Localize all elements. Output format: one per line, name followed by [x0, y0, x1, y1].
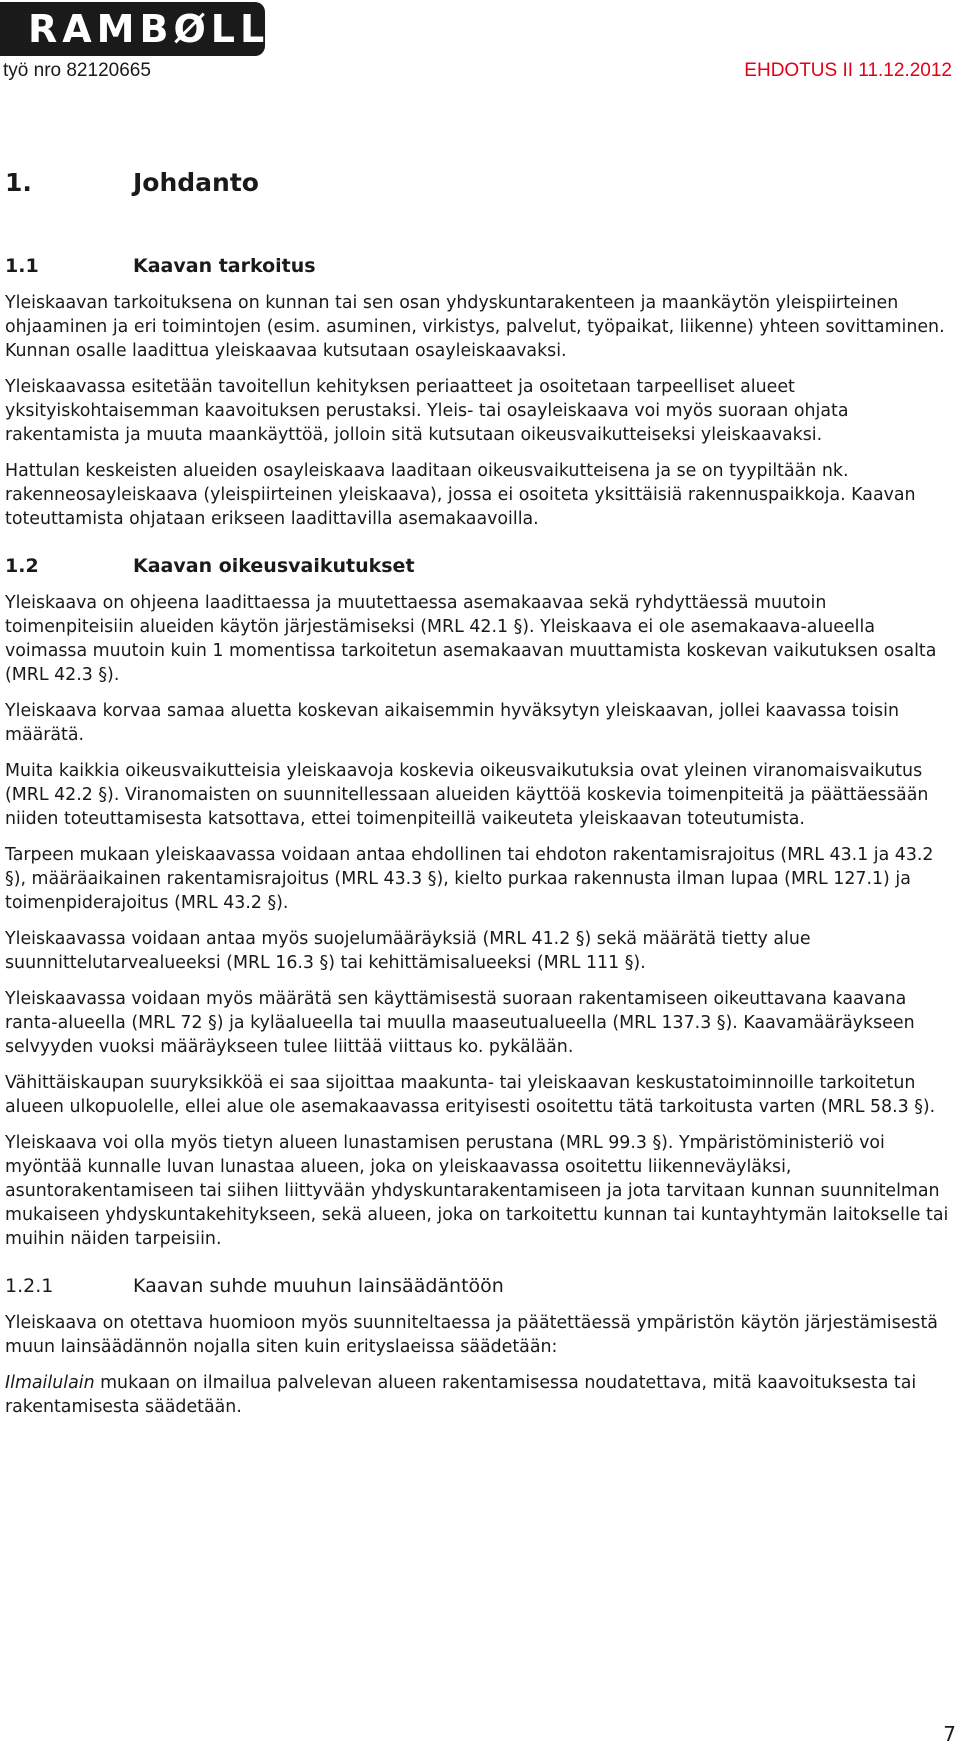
italic-law-name: Ilmailulain: [5, 1373, 95, 1393]
draft-label: EHDOTUS II 11.12.2012: [744, 60, 952, 81]
heading-title: Johdanto: [133, 168, 259, 197]
heading-1-1: [5, 255, 955, 277]
heading-1-2: [5, 555, 955, 577]
job-number: työ nro 82120665: [3, 60, 151, 81]
heading-title: Kaavan oikeusvaikutukset: [133, 555, 415, 577]
paragraph: Yleiskaava on ohjeena laadittaessa ja muutettaessa asemakaavaa sekä ryhdyttäessä muutoin toimenpiteisiin alueiden käytön järjestämiseksi (MRL 42.1 §). Yleiskaava ei ole asemakaava-alueella voimassa muutoin kuin 1 momentissa tarkoitetun asemakaavan muuttamista koskevan vaikutuksen osalta (MRL 42.3 §).: [5, 593, 937, 685]
paragraph: Tarpeen mukaan yleiskaavassa voidaan antaa ehdollinen tai ehdoton rakentamisrajoitus (MRL 43.1 ja 43.2 §), määräaikainen rakentamisrajoitus (MRL 43.3 §), kielto purkaa rakennusta ilman lupaa (MRL 127.1) ja toimenpiderajoitus (MRL 43.2 §).: [5, 845, 934, 913]
heading-1-2-1: [5, 1275, 955, 1297]
heading-number: 1.2: [5, 555, 39, 577]
heading-number: 1.1: [5, 255, 39, 277]
heading-title: Kaavan tarkoitus: [133, 255, 316, 277]
heading-title: Kaavan suhde muuhun lainsäädäntöön: [133, 1275, 504, 1297]
paragraph: Yleiskaavassa voidaan myös määrätä sen käyttämisestä suoraan rakentamiseen oikeuttavana kaavana ranta-alueella (MRL 72 §) ja kyläalueella tai muulla maaseutualueella (MRL 137.3 §). Kaavamääräykseen selvyyden vuoksi määräykseen tulee liittää viittaus ko. pykälään.: [5, 989, 915, 1057]
heading-1: [5, 168, 955, 197]
paragraph: Hattulan keskeisten alueiden osayleiskaava laaditaan oikeusvaikutteisena ja se on tyypiltään nk. rakenneosayleiskaava (yleispiirteinen yleiskaava), jossa ei osoiteta yksittäisiä rakennuspaikkoja. Kaavan toteuttamista ohjataan erikseen laadittavilla asemakaavoilla.: [5, 461, 916, 529]
paragraph: Vähittäiskaupan suuryksikköä ei saa sijoittaa maakunta- tai yleiskaavan keskustatoiminnoille tarkoitetun alueen ulkopuolelle, ellei alue ole asemakaavassa erityisesti osoitettu tätä tarkoitusta varten (MRL 58.3 §).: [5, 1073, 936, 1117]
paragraph: Yleiskaavassa voidaan antaa myös suojelumääräyksiä (MRL 41.2 §) sekä määrätä tietty alue suunnittelutarvealueeksi (MRL 16.3 §) tai kehittämisalueeksi (MRL 111 §).: [5, 929, 811, 973]
page-number: 7: [943, 1722, 956, 1746]
heading-number: 1.: [5, 168, 32, 197]
paragraph: Yleiskaava on otettava huomioon myös suunniteltaessa ja päätettäessä ympäristön käytön järjestämisestä muun lainsäädännön nojalla siten kuin erityslaeissa säädetään:: [5, 1313, 938, 1357]
paragraph: [5, 1371, 955, 1419]
heading-number: 1.2.1: [5, 1275, 54, 1297]
paragraph: Yleiskaava korvaa samaa aluetta koskevan aikaisemmin hyväksytyn yleiskaavan, jollei kaavassa toisin määrätä.: [5, 701, 899, 745]
paragraph: Yleiskaavan tarkoituksena on kunnan tai sen osan yhdyskuntarakenteen ja maankäytön yleispiirteinen ohjaaminen ja eri toimintojen (esim. asuminen, virkistys, palvelut, työpaikat, liikenne) yhteen sovittaminen. Kunnan osalle laadittua yleiskaavaa kutsutaan osayleiskaavaksi.: [5, 293, 945, 361]
paragraph: Yleiskaava voi olla myös tietyn alueen lunastamisen perustana (MRL 99.3 §). Ympäristöministeriö voi myöntää kunnalle luvan lunastaa alueen, joka on yleiskaavassa osoitettu liikenneväyläksi, asuntorakentamiseen tai siihen liittyvään yhdyskuntarakentamiseen ja jota tarvitaan kunnan suunnitelman mukaiseen yhdyskuntakehitykseen, sekä alueen, joka on tarkoitettu kunnan tai kuntayhtymän laitokselle tai muihin näiden tarpeisiin.: [5, 1133, 949, 1249]
paragraph-rest: mukaan on ilmailua palvelevan alueen rakentamisessa noudatettava, mitä kaavoituksesta tai rakentamisesta säädetään.: [5, 1373, 917, 1417]
paragraph: Muita kaikkia oikeusvaikutteisia yleiskaavoja koskevia oikeusvaikutuksia ovat yleinen viranomaisvaikutus (MRL 42.2 §). Viranomaisten on suunnitellessaan alueiden käyttöä koskevia toimenpiteitä ja päättäessään niiden toteuttamisesta katsottava, ettei toimenpiteillä vaikeuteta yleiskaavan toteutumista.: [5, 761, 929, 829]
document-body: [5, 168, 955, 1431]
ramboll-logo: RAMBØLL: [0, 2, 265, 56]
paragraph: Yleiskaavassa esitetään tavoitellun kehityksen periaatteet ja osoitetaan tarpeelliset alueet yksityiskohtaisemman kaavoituksen perustaksi. Yleis- tai osayleiskaava voi myös suoraan ohjata rakentamista ja muuta maankäyttöä, jolloin sitä kutsutaan oikeusvaikutteiseksi yleiskaavaksi.: [5, 377, 849, 445]
